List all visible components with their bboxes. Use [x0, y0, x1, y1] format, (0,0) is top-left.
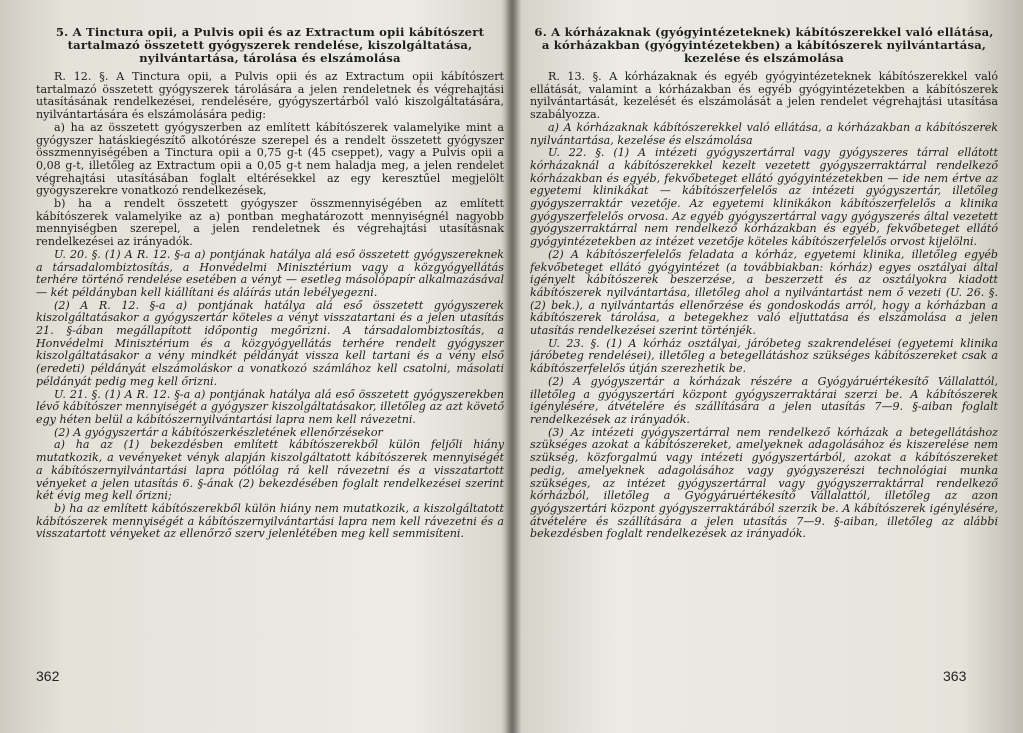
left-page-number: 362 [36, 668, 60, 684]
paragraph: a) ha az összetett gyógyszerben az említett kábítószerek valamelyike mint a gyógyszer hatáskiegészítő alkotórésze szerepel és a rendelt összetett gyógyszer összmennyiségében a Tinctura opii a 0,75 g-t (45 cseppet), vagy a Pulvis opii a 0,08 g-t, illetőleg az Extractum opii a 0,05 g-t nem haladja meg, a jelen rendelet végrehajtási utasításában foglalt eltérésekkel az egy keresztűel megjelölt gyógyszerekre vonatkozó rendelkezések, [36, 120, 504, 198]
paragraph: a) ha az (1) bekezdésben említett kábítószerekből külön feljőli hiány mutatkozik, a vevényeket vényk alapján kiszolgáltatott kábítószerek mennyiségét a kábítószernyilvántartási lapra pótlólag rá kell rávezetni és a visszatartott vényeket a jelen utasítás 6. §-ának (2) bekezdésében foglalt rendelkezései szerint két évig meg kell őrizni; [36, 438, 504, 503]
paragraph: (2) A R. 12. §-a a) pontjának hatálya alá eső összetett gyógyszerek kiszolgáltatásakor a gyógyszertár köteles a vényt visszatartani és a jelen utasítás 21. §-ában megállapított időpontig megőrizni. A társadalombiztosítás, a Honvédelmi Minisztérium és a közgyógyellátás terhére rendelt gyógyszer kiszolgáltatásakor a vény mindkét példányát vissza kell tartani és a vény első (eredeti) példányát elszámoláskor a vonatkozó számlához kell csatolni, másolati példányát pedig meg kell őrizni. [36, 298, 504, 388]
book-gutter [505, 0, 521, 733]
left-page-heading: 5. A Tinctura opii, a Pulvis opii és az Extractum opii kábítószert tartalmazó összetett gyógyszerek rendelése, kiszolgáltatása, nyilvántartása, tárolása és elszámolása [55, 26, 485, 65]
paragraph: R. 12. §. A Tinctura opii, a Pulvis opii és az Extractum opii kábítószert tartalmazó összetett gyógyszerek tárolására a jelen rendeletnek és végrehajtási utasításának rendelkezései, rendelésére, gyógyszertárból való kiszolgáltatására, nyilvántartására és elszámolására pedig: [36, 70, 504, 122]
paragraph: U. 22. §. (1) A intézeti gyógyszertárral vagy gyógyszeres tárral ellátott kórházaknál a kábítószerekkel kezelt vezetett gyógyszerraktárral rendelkező kórházakban és egyéb, fekvőbeteget ellátó gyógyintézetekben — ide nem értve az egyetemi klinikákat — kábítószerfelelős az intézeti gyógyszertár, illetőleg gyógyszerraktár vezetője. Az egyetemi klinikákon kábítószerfelelős a klinika gyógyszerfelelős orvosa. Az egyéb gyógyszertárral vagy gyógyszerés által vezetett gyógyszerraktárral nem rendelkező kórházakban és egyéb, fekvőbeteget ellátó gyógyintézetekben az intézet vezetője köteles kábítószerfelelős orvost kijelölni. [530, 146, 998, 249]
paragraph: (2) A gyógyszertár a kórházak részére a Gyógyáruértékesítő Vállalattól, illetőleg a gyógyszertári központ gyógyszerraktárai szerzi be. A kábítószerek igénylésére, átvételére és szállítására a jelen utasítás 7—9. §-aiban foglalt rendelkezések az irányadók. [530, 374, 998, 426]
paragraph: b) ha a rendelt összetett gyógyszer összmennyiségében az említett kábítószerek valamelyike az a) pontban meghatározott mennyiségnél nagyobb mennyiségben szerepel, a jelen rendeletnek és végrehajtási utasításnak rendelkezései az irányadók. [36, 197, 504, 249]
paragraph: (2) A kábítószerfelelős feladata a kórház, egyetemi klinika, illetőleg egyéb fekvőbeteget ellátó gyógyintézet (a továbbiakban: kórház) egyes osztályai által igényelt kábítószerek beszerzése, a beszerzett és az osztályokra kiadott kábítószerek nyilvántartása, illetőleg ahol a nyilvántartást nem ő vezeti (U. 26. §. (2) bek.), a nyilvántartás ellenőrzése és gondoskodás arról, hogy a kórházban a kábítószerek tárolása, a betegekhez való eljuttatása és elszámolása a jelen utasítás rendelkezései szerint történjék. [530, 247, 998, 338]
paragraph: U. 21. §. (1) A R. 12. §-a a) pontjának hatálya alá eső összetett gyógyszerekben lévő kábítószer mennyiségét a gyógyszer kiszolgáltatásakor, illetőleg az azt követő egy héten belül a kábítószernyilvántartási lapra nem kell rávezetni. [36, 387, 504, 426]
paragraph: R. 13. §. A kórházaknak és egyéb gyógyintézeteknek kábítószerekkel való ellátását, valamint a kórházakban és egyéb gyógyintézetekben a kábítószerek nyilvántartását, kezelését és elszámolását a jelen rendelet végrehajtási utasítása szabályozza. [530, 70, 998, 122]
left-page [36, 26, 504, 726]
left-page-body [36, 71, 504, 541]
right-page [530, 26, 998, 726]
paragraph: b) ha az említett kábítószerekből külön hiány nem mutatkozik, a kiszolgáltatott kábítószerek mennyiségét a kábítószernyilvántartási lapra nem kell rávezetni és a visszatartott vényeket az ellenőrző szerv jelenlétében meg kell semmisíteni. [36, 501, 504, 541]
paragraph: (3) Az intézeti gyógyszertárral nem rendelkező kórházak a betegellátáshoz szükséges azokat a kábítószereket, amelyeknek adagolásához és kiszerelése nem szükség, közforgalmú vagy intézeti gyógyszertárból, azokat a kábítószereket pedig, amelyeknek adagolásához vagy gyógyszerészi technológiai munka szükséges, az intézet gyógyszertárral vagy gyógyszerraktárral rendelkező kórházból, illetőleg a Gyógyáruértékesítő Vállalattól, illetőleg az azon gyógyszertári központ gyógyszerraktárából szerzik be. A kábítószerek igénylésére, átvételére és szállítására a jelen utasítás 7—9. §-aiban, illetőleg az alábbi bekezdésben foglalt rendelkezések az irányadók. [530, 425, 998, 541]
right-page-heading: 6. A kórházaknak (gyógyintézeteknek) kábítószerekkel való ellátása, a kórházakban (gyógyintézetekben) a kábítószerek nyilvántartása, kezelése és elszámolása [534, 26, 994, 65]
paragraph: U. 20. §. (1) A R. 12. §-a a) pontjának hatálya alá eső összetett gyógyszereknek a társadalombiztosítás, a Honvédelmi Minisztérium vagy a közgyógyellátás terhére történő rendelése esetében a vényt — esetleg másolópapír alkalmazásával — két példányban kell kiállítani és aláírás után lebélyegezni. [36, 247, 504, 299]
right-page-body [530, 71, 998, 541]
paragraph: U. 23. §. (1) A kórház osztályai, járóbeteg szakrendelései (egyetemi klinika járóbeteg rendelései), illetőleg a betegellátáshoz szükséges kábítószereket csak a kábítószerfelelős útján szerezhetik be. [530, 336, 998, 376]
paragraph: (2) A gyógyszertár a kábítószerkészletének ellenőrzésekor [54, 425, 383, 439]
paragraph: a) A kórházaknak kábítószerekkel való ellátása, a kórházakban a kábítószerek nyilvántartása, kezelése és elszámolása [530, 120, 998, 147]
right-page-number: 363 [943, 668, 967, 684]
